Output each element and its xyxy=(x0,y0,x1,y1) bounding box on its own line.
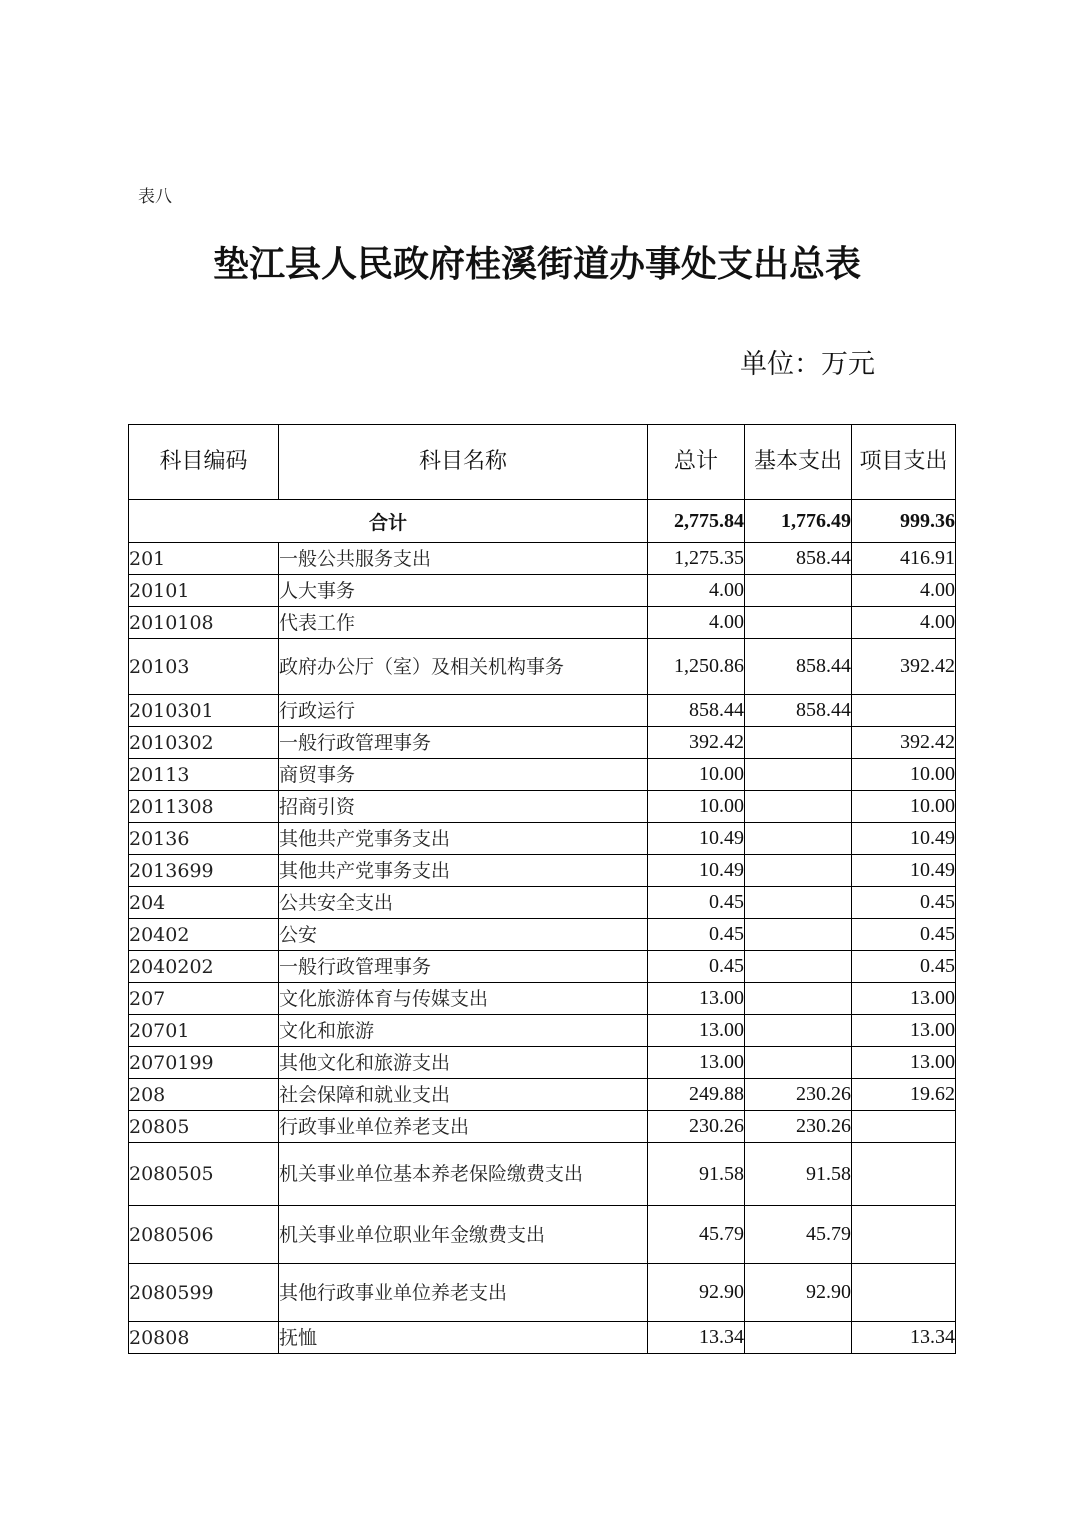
row-total: 230.26 xyxy=(648,1111,745,1143)
row-basic xyxy=(745,823,852,855)
table-row xyxy=(129,1264,956,1322)
row-total: 10.49 xyxy=(648,823,745,855)
table-row xyxy=(129,855,956,887)
table-header-row xyxy=(129,425,956,500)
row-project: 13.00 xyxy=(852,1047,956,1079)
row-project: 0.45 xyxy=(852,919,956,951)
row-total: 92.90 xyxy=(648,1264,745,1322)
row-basic: 92.90 xyxy=(745,1264,852,1322)
row-code: 20113 xyxy=(129,759,279,791)
row-name: 行政事业单位养老支出 xyxy=(279,1111,648,1143)
row-name: 社会保障和就业支出 xyxy=(279,1079,648,1111)
header-code: 科目编码 xyxy=(129,425,279,500)
row-project xyxy=(852,1206,956,1264)
row-project: 13.00 xyxy=(852,983,956,1015)
total-sum: 2,775.84 xyxy=(648,500,745,543)
table-row xyxy=(129,1047,956,1079)
row-project: 4.00 xyxy=(852,607,956,639)
row-name: 公共安全支出 xyxy=(279,887,648,919)
table-row xyxy=(129,695,956,727)
row-name: 人大事务 xyxy=(279,575,648,607)
row-code: 20805 xyxy=(129,1111,279,1143)
row-project: 4.00 xyxy=(852,575,956,607)
table-row xyxy=(129,575,956,607)
row-code: 2010108 xyxy=(129,607,279,639)
row-total: 392.42 xyxy=(648,727,745,759)
table-row xyxy=(129,543,956,575)
row-name: 文化和旅游 xyxy=(279,1015,648,1047)
row-name: 机关事业单位基本养老保险缴费支出 xyxy=(279,1143,648,1206)
total-basic: 1,776.49 xyxy=(745,500,852,543)
header-basic: 基本支出 xyxy=(745,425,852,500)
row-project: 10.49 xyxy=(852,823,956,855)
table-row xyxy=(129,1322,956,1354)
row-project xyxy=(852,1264,956,1322)
table-row xyxy=(129,791,956,823)
table-row xyxy=(129,1206,956,1264)
row-code: 20402 xyxy=(129,919,279,951)
row-name: 机关事业单位职业年金缴费支出 xyxy=(279,1206,648,1264)
row-project: 392.42 xyxy=(852,727,956,759)
table-row xyxy=(129,1111,956,1143)
row-code: 201 xyxy=(129,543,279,575)
table-row xyxy=(129,1079,956,1111)
row-code: 2013699 xyxy=(129,855,279,887)
table-row xyxy=(129,727,956,759)
row-total: 1,250.86 xyxy=(648,639,745,695)
row-code: 207 xyxy=(129,983,279,1015)
row-total: 0.45 xyxy=(648,919,745,951)
row-name: 一般公共服务支出 xyxy=(279,543,648,575)
row-project: 0.45 xyxy=(852,887,956,919)
header-total: 总计 xyxy=(648,425,745,500)
row-basic xyxy=(745,607,852,639)
row-project: 13.34 xyxy=(852,1322,956,1354)
expenditure-table xyxy=(128,424,956,1354)
table-row xyxy=(129,759,956,791)
row-project: 10.00 xyxy=(852,791,956,823)
row-code: 20101 xyxy=(129,575,279,607)
table-row xyxy=(129,823,956,855)
row-basic xyxy=(745,759,852,791)
row-total: 13.00 xyxy=(648,1047,745,1079)
row-project xyxy=(852,1111,956,1143)
row-project: 10.49 xyxy=(852,855,956,887)
row-project xyxy=(852,1143,956,1206)
table-row xyxy=(129,1143,956,1206)
row-basic xyxy=(745,727,852,759)
row-basic xyxy=(745,919,852,951)
unit-label: 单位：万元 xyxy=(740,349,875,380)
row-project: 0.45 xyxy=(852,951,956,983)
row-code: 20701 xyxy=(129,1015,279,1047)
row-basic: 858.44 xyxy=(745,695,852,727)
row-total: 10.00 xyxy=(648,759,745,791)
row-code: 20103 xyxy=(129,639,279,695)
row-total: 45.79 xyxy=(648,1206,745,1264)
row-name: 一般行政管理事务 xyxy=(279,951,648,983)
row-code: 204 xyxy=(129,887,279,919)
row-name: 其他共产党事务支出 xyxy=(279,855,648,887)
header-project: 项目支出 xyxy=(852,425,956,500)
row-total: 858.44 xyxy=(648,695,745,727)
row-total: 13.34 xyxy=(648,1322,745,1354)
row-project: 10.00 xyxy=(852,759,956,791)
row-basic xyxy=(745,575,852,607)
row-total: 13.00 xyxy=(648,1015,745,1047)
row-project: 19.62 xyxy=(852,1079,956,1111)
row-basic xyxy=(745,887,852,919)
row-name: 行政运行 xyxy=(279,695,648,727)
row-basic xyxy=(745,951,852,983)
row-code: 2080506 xyxy=(129,1206,279,1264)
row-code: 20808 xyxy=(129,1322,279,1354)
header-name: 科目名称 xyxy=(279,425,648,500)
row-basic: 91.58 xyxy=(745,1143,852,1206)
total-row xyxy=(129,500,956,543)
row-name: 招商引资 xyxy=(279,791,648,823)
row-total: 4.00 xyxy=(648,575,745,607)
table-row xyxy=(129,1015,956,1047)
row-total: 91.58 xyxy=(648,1143,745,1206)
row-code: 2010301 xyxy=(129,695,279,727)
row-total: 0.45 xyxy=(648,951,745,983)
row-basic: 858.44 xyxy=(745,543,852,575)
table-row xyxy=(129,887,956,919)
row-name: 其他共产党事务支出 xyxy=(279,823,648,855)
row-total: 4.00 xyxy=(648,607,745,639)
row-total: 1,275.35 xyxy=(648,543,745,575)
row-basic xyxy=(745,1015,852,1047)
table-row xyxy=(129,983,956,1015)
row-total: 10.49 xyxy=(648,855,745,887)
row-name: 其他行政事业单位养老支出 xyxy=(279,1264,648,1322)
row-total: 249.88 xyxy=(648,1079,745,1111)
row-basic xyxy=(745,855,852,887)
row-name: 其他文化和旅游支出 xyxy=(279,1047,648,1079)
row-code: 2010302 xyxy=(129,727,279,759)
row-project: 416.91 xyxy=(852,543,956,575)
row-project xyxy=(852,695,956,727)
row-basic: 230.26 xyxy=(745,1079,852,1111)
row-code: 20136 xyxy=(129,823,279,855)
row-code: 2080599 xyxy=(129,1264,279,1322)
table-row xyxy=(129,607,956,639)
row-basic: 45.79 xyxy=(745,1206,852,1264)
row-code: 208 xyxy=(129,1079,279,1111)
row-basic xyxy=(745,983,852,1015)
row-project: 13.00 xyxy=(852,1015,956,1047)
row-name: 抚恤 xyxy=(279,1322,648,1354)
row-code: 2011308 xyxy=(129,791,279,823)
row-code: 2080505 xyxy=(129,1143,279,1206)
row-name: 公安 xyxy=(279,919,648,951)
table-row xyxy=(129,919,956,951)
row-name: 代表工作 xyxy=(279,607,648,639)
table-row xyxy=(129,639,956,695)
row-basic xyxy=(745,1047,852,1079)
row-basic xyxy=(745,1322,852,1354)
row-basic: 858.44 xyxy=(745,639,852,695)
row-total: 0.45 xyxy=(648,887,745,919)
row-code: 2040202 xyxy=(129,951,279,983)
row-name: 一般行政管理事务 xyxy=(279,727,648,759)
row-total: 10.00 xyxy=(648,791,745,823)
row-basic: 230.26 xyxy=(745,1111,852,1143)
row-total: 13.00 xyxy=(648,983,745,1015)
total-label: 合计 xyxy=(129,500,648,543)
total-project: 999.36 xyxy=(852,500,956,543)
row-project: 392.42 xyxy=(852,639,956,695)
table-row xyxy=(129,951,956,983)
page-label: 表八 xyxy=(138,187,172,207)
row-code: 2070199 xyxy=(129,1047,279,1079)
row-name: 商贸事务 xyxy=(279,759,648,791)
page-title: 垫江县人民政府桂溪街道办事处支出总表 xyxy=(212,243,861,285)
row-name: 政府办公厅（室）及相关机构事务 xyxy=(279,639,648,695)
row-name: 文化旅游体育与传媒支出 xyxy=(279,983,648,1015)
row-basic xyxy=(745,791,852,823)
